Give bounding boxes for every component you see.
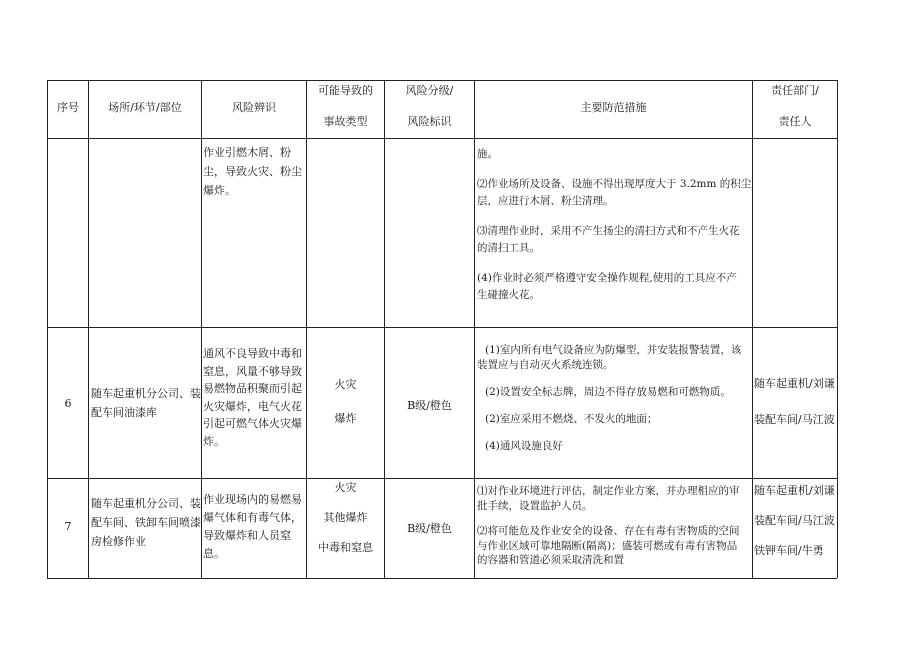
text-line: 的容器和管道必须采取清洗和置: [477, 554, 624, 566]
text-line: 装配车间/马江波: [754, 514, 835, 527]
row7-accident: [307, 481, 384, 555]
header-level: [385, 84, 474, 129]
text-line: 火灾爆炸，电气火花: [203, 399, 302, 413]
row6-place: [91, 384, 201, 422]
text-line: 随车起重机/刘谦: [754, 484, 835, 497]
text-line: 爆炸。: [203, 184, 236, 197]
header-dept-line: 责任人: [778, 115, 812, 128]
row6-seq: 6: [64, 397, 72, 410]
text-line: 爆气体和有毒气体，: [203, 511, 302, 524]
header-accident-line: 事故类型: [323, 115, 368, 128]
header-accident: [307, 84, 384, 129]
text-line: 配车间油漆库: [91, 406, 157, 419]
column-divider: [201, 80, 202, 578]
text-line: 层，应进行木屑、粉尘清理。: [477, 195, 614, 207]
row-divider: [47, 478, 837, 479]
header-dept: [753, 84, 837, 129]
text-line: 引起可燃气体火灾爆: [203, 417, 302, 430]
accident-line: 其他爆炸: [323, 511, 368, 524]
column-divider: [88, 80, 89, 578]
text-line: 房检修作业: [91, 535, 146, 548]
text-line: 随车起重机分公司、装: [91, 387, 201, 400]
row6-dept: [754, 377, 835, 427]
text-line: 随车起重机/刘谦: [754, 377, 835, 390]
row7-level: B级/橙色: [407, 522, 452, 535]
table-border-left: [47, 80, 48, 578]
cont-risk-text: [203, 143, 302, 200]
row7-dept: [754, 484, 835, 558]
text-line: (1)室内所有电气设备应为防爆型，并安装报警装置，该: [485, 344, 742, 356]
text-line: (2)设置安全标志牌，周边不得存放易燃和可燃物质。: [485, 386, 731, 398]
text-line: (4)通风设施良好: [485, 440, 563, 452]
accident-line: 中毒和窒息: [318, 541, 373, 554]
header-accident-line: 可能导致的: [318, 84, 373, 97]
text-line: 施。: [477, 148, 498, 160]
text-line: 息。: [203, 547, 225, 560]
text-line: 铁钾车间/牛勇: [754, 544, 824, 557]
header-measures: 主要防范措施: [580, 101, 647, 114]
text-line: 尘，导致火灾、粉尘: [203, 165, 302, 178]
row7-place: [91, 494, 201, 551]
table-border-right: [837, 80, 838, 578]
text-line: 通风不良导致中毒和: [203, 347, 302, 360]
text-line: 批手续，设置监护人员。: [477, 499, 593, 512]
header-risk: 风险辨识: [232, 101, 276, 114]
header-level-line: 风险标识: [407, 115, 452, 128]
row6-accident: [307, 378, 384, 426]
row6-risk: [203, 345, 302, 450]
text-line: 生碰撞火花。: [477, 289, 540, 301]
row-divider: [47, 327, 837, 328]
text-line: (4)作业时必须严格遵守安全操作规程,使用的工具应不产: [477, 272, 737, 284]
accident-line: 爆炸: [334, 412, 357, 425]
text-line: 易燃物品积聚而引起: [203, 382, 302, 395]
header-level-line: 风险分级/: [405, 84, 454, 97]
column-divider: [474, 80, 475, 578]
accident-line: 火灾: [334, 378, 357, 391]
text-line: 窒息，风量不够导致: [203, 364, 302, 378]
text-line: 装配车间/马江波: [754, 413, 835, 426]
text-line: 导致爆炸和人员窒: [203, 529, 291, 542]
text-line: 作业引燃木屑、粉: [203, 146, 291, 159]
row6-measures: [477, 343, 742, 454]
row6-level: B级/橙色: [407, 399, 452, 412]
text-line: ⑶清理作业时，采用不产生扬尘的清扫方式和不产生火花: [477, 225, 740, 237]
text-line: 配车间、铁卸车间喷漆: [91, 516, 201, 529]
cont-measures-text: [477, 146, 751, 304]
text-line: ⑴对作业环境进行评估，制定作业方案，并办理相应的审: [477, 485, 740, 497]
header-seq: 序号: [57, 101, 79, 114]
row7-seq: 7: [64, 520, 72, 533]
text-line: 装置应与自动灭火系统连锁。: [477, 359, 614, 371]
text-line: 随车起重机分公司、装: [91, 497, 201, 510]
row7-risk: [203, 491, 302, 563]
table-border-bottom: [47, 578, 837, 579]
text-line: 与作业区域可靠地隔断(隔离)；盛装可燃或有毒有害物品: [477, 539, 738, 552]
accident-line: 火灾: [334, 481, 357, 494]
text-line: 的清扫工具。: [477, 242, 540, 254]
column-divider: [752, 80, 753, 578]
header-place: 场所/环节/部位: [108, 101, 182, 114]
column-divider: [384, 80, 385, 578]
header-divider: [47, 138, 837, 139]
text-line: ⑵将可能危及作业安全的设备、存在有毒有害物质的空间: [477, 525, 740, 537]
text-line: ⑵作业场所及设备、设施不得出现厚度大于 3.2mm 的积尘: [477, 178, 752, 190]
row7-measures: [477, 484, 740, 568]
text-line: 作业现场内的易燃易: [203, 493, 302, 506]
header-dept-line: 责任部门/: [771, 84, 819, 97]
text-line: 炸。: [203, 434, 225, 448]
table-border-top: [47, 80, 837, 81]
text-line: (2)室应采用不燃烧、不发火的地面；: [485, 413, 658, 425]
